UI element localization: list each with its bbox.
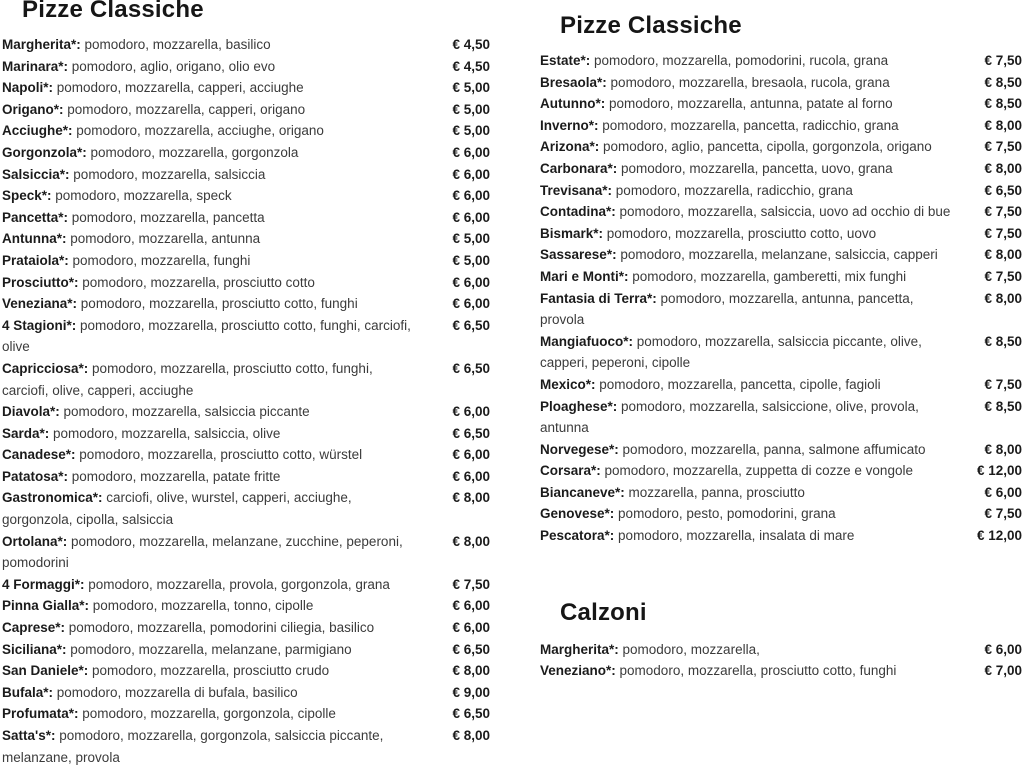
- item-text: [2, 358, 432, 401]
- item-description: pomodoro, mozzarella, pomodorini, rucola, grana: [590, 53, 889, 68]
- item-text: [540, 158, 964, 180]
- item-name: Satta's*:: [2, 728, 56, 743]
- item-name: Norvegese*:: [540, 441, 619, 457]
- item-price: € 8,00: [452, 490, 490, 506]
- item-text: [540, 50, 964, 72]
- item-name: Inverno*:: [540, 117, 599, 133]
- item-price: € 6,00: [452, 447, 490, 463]
- item-description: pomodoro, mozzarella, salsiccia: [69, 166, 266, 182]
- item-price: € 6,00: [452, 209, 490, 225]
- menu-item: [540, 93, 1022, 115]
- item-text: [2, 34, 432, 56]
- item-text: [2, 272, 432, 294]
- item-text: [2, 315, 432, 358]
- menu-item: [540, 288, 1022, 331]
- item-price: € 5,00: [452, 123, 490, 139]
- item-price: € 5,00: [452, 80, 490, 96]
- menu-item: [540, 136, 1022, 158]
- item-price: € 8,00: [984, 290, 1022, 306]
- item-price: € 7,50: [984, 139, 1022, 155]
- item-price: € 7,50: [984, 376, 1022, 392]
- item-description: pomodoro, mozzarella, prosciutto cotto, uovo: [603, 225, 877, 241]
- menu-item: [540, 374, 1022, 396]
- item-price: € 8,50: [984, 398, 1022, 414]
- item-description: pomodoro, mozzarella, insalata di mare: [614, 528, 855, 544]
- item-text: [2, 660, 432, 682]
- item-name: Antunna*:: [2, 231, 67, 247]
- item-price: € 8,00: [452, 533, 490, 549]
- menu-item: [540, 72, 1022, 94]
- item-price: € 6,00: [452, 166, 490, 182]
- item-name: Siciliana*:: [2, 641, 67, 657]
- menu-item: [2, 466, 490, 488]
- item-description: pomodoro, mozzarella, prosciutto cotto, funghi, carciofi, olive: [2, 317, 411, 355]
- item-name: Arizona*:: [540, 139, 600, 155]
- item-text: [540, 93, 964, 115]
- menu-item: [540, 115, 1022, 137]
- item-description: pomodoro, mozzarella,: [618, 641, 760, 657]
- menu-item: [2, 207, 490, 229]
- menu-item: [2, 660, 490, 682]
- item-name: Biancaneve*:: [540, 484, 625, 500]
- item-text: [2, 682, 432, 704]
- menu-items-pizze-classiche-left: [2, 34, 490, 768]
- item-description: pomodoro, mozzarella, antunna, pancetta, provola: [540, 290, 914, 328]
- item-name: Prosciutto*:: [2, 274, 79, 290]
- item-name: Gorgonzola*:: [2, 144, 87, 160]
- item-price: € 9,00: [452, 684, 490, 700]
- menu-item: [2, 56, 490, 78]
- menu-item: [2, 725, 490, 768]
- item-price: € 6,00: [984, 484, 1022, 500]
- item-text: [540, 460, 964, 482]
- menu-item: [2, 272, 490, 294]
- item-text: [2, 56, 432, 78]
- item-description: pomodoro, mozzarella, prosciutto cotto: [78, 274, 315, 290]
- menu-item: [540, 50, 1022, 72]
- item-name: Mexico*:: [540, 376, 596, 392]
- menu-item: [2, 99, 490, 121]
- menu-item: [540, 525, 1022, 547]
- item-name: Pescatora*:: [540, 528, 615, 544]
- item-name: Trevisana*:: [540, 182, 613, 198]
- menu-item: [540, 660, 1022, 682]
- item-description: pomodoro, mozzarella, acciughe, origano: [72, 123, 324, 139]
- menu-item: [2, 574, 490, 596]
- menu-items-calzoni: [540, 639, 1022, 682]
- item-price: € 8,50: [984, 333, 1022, 349]
- item-name: Veneziano*:: [540, 663, 616, 679]
- menu-column-right: [540, 0, 1022, 682]
- item-name: Canadese*:: [2, 447, 76, 463]
- item-description: pomodoro, mozzarella, prosciutto crudo: [88, 663, 330, 679]
- item-price: € 6,00: [452, 188, 490, 204]
- item-price: € 7,50: [984, 53, 1022, 68]
- menu-item: [540, 396, 1022, 439]
- menu-item: [540, 460, 1022, 482]
- menu-item: [2, 120, 490, 142]
- item-price: € 6,50: [452, 706, 490, 722]
- item-price: € 6,50: [452, 360, 490, 376]
- item-text: [2, 228, 432, 250]
- item-text: [2, 466, 432, 488]
- item-name: Profumata*:: [2, 706, 79, 722]
- item-description: pomodoro, mozzarella, prosciutto cotto, würstel: [75, 447, 363, 463]
- item-name: Capricciosa*:: [2, 360, 89, 376]
- item-description: pomodoro, mozzarella, melanzane, salsiccia, capperi: [616, 247, 938, 263]
- item-price: € 7,50: [984, 225, 1022, 241]
- item-description: pomodoro, mozzarella, pancetta, cipolle, fagioli: [595, 376, 881, 392]
- item-name: Bufala*:: [2, 684, 54, 700]
- item-text: [2, 639, 432, 661]
- item-description: pomodoro, mozzarella, provola, gorgonzola, grana: [84, 576, 390, 592]
- menu-item: [2, 617, 490, 639]
- item-price: € 7,50: [984, 268, 1022, 284]
- menu-item: [2, 228, 490, 250]
- item-price: € 6,50: [452, 425, 490, 441]
- item-description: pomodoro, mozzarella, gamberetti, mix funghi: [628, 268, 907, 284]
- item-text: [540, 374, 964, 396]
- item-text: [540, 660, 964, 682]
- menu-column-left: [2, 0, 490, 768]
- menu-item: [2, 423, 490, 445]
- item-name: Mari e Monti*:: [540, 268, 629, 284]
- item-name: Carbonara*:: [540, 160, 618, 176]
- item-price: € 8,50: [984, 74, 1022, 90]
- item-text: [540, 266, 964, 288]
- item-description: pomodoro, mozzarella, gorgonzola: [86, 144, 299, 160]
- item-text: [540, 288, 964, 331]
- item-description: carciofi, olive, wurstel, capperi, acciughe, gorgonzola, cipolla, salsiccia: [2, 490, 352, 528]
- item-name: Bismark*:: [540, 225, 604, 241]
- item-text: [2, 120, 432, 142]
- item-name: Ortolana*:: [2, 533, 68, 549]
- item-price: € 6,50: [452, 317, 490, 333]
- menu-item: [2, 315, 490, 358]
- item-price: € 8,00: [984, 247, 1022, 263]
- item-name: Estate*:: [540, 53, 591, 68]
- item-price: € 5,00: [452, 252, 490, 268]
- item-description: mozzarella, panna, prosciutto: [624, 484, 805, 500]
- item-text: [540, 482, 964, 504]
- item-description: pomodoro, mozzarella, patate fritte: [68, 468, 281, 484]
- item-description: pomodoro, mozzarella, antunna: [66, 231, 261, 247]
- section-title-calzoni: Calzoni: [560, 598, 647, 626]
- menu-item: [2, 401, 490, 423]
- item-price: € 5,00: [452, 101, 490, 117]
- item-price: € 6,00: [452, 468, 490, 484]
- item-description: pomodoro, mozzarella, gorgonzola, cipolle: [78, 706, 336, 722]
- item-name: Prataiola*:: [2, 252, 69, 268]
- item-name: Veneziana*:: [2, 296, 78, 312]
- item-name: San Daniele*:: [2, 663, 89, 679]
- item-description: pomodoro, mozzarella, capperi, acciughe: [53, 80, 304, 96]
- item-description: pomodoro, aglio, origano, olio evo: [68, 58, 276, 74]
- item-text: [540, 639, 964, 661]
- item-description: pomodoro, mozzarella, capperi, origano: [63, 101, 306, 117]
- item-price: € 6,00: [452, 144, 490, 160]
- item-text: [2, 164, 432, 186]
- item-description: pomodoro, mozzarella, speck: [51, 188, 232, 204]
- item-description: pomodoro, mozzarella, prosciutto cotto, funghi, carciofi, olive, capperi, acciughe: [2, 360, 373, 398]
- item-price: € 8,00: [984, 117, 1022, 133]
- menu-item: [2, 487, 490, 530]
- item-text: [2, 77, 432, 99]
- item-name: Margherita*:: [2, 37, 81, 52]
- item-price: € 6,50: [984, 182, 1022, 198]
- menu-item: [540, 244, 1022, 266]
- item-description: pomodoro, mozzarella, melanzane, zucchine, peperoni, pomodorini: [2, 533, 403, 571]
- item-text: [540, 244, 964, 266]
- item-price: € 8,00: [452, 728, 490, 743]
- item-price: € 6,00: [452, 620, 490, 636]
- item-description: pomodoro, mozzarella, pancetta: [68, 209, 265, 225]
- menu-item: [2, 164, 490, 186]
- item-description: pomodoro, pesto, pomodorini, grana: [614, 506, 836, 522]
- item-description: pomodoro, mozzarella, zuppetta di cozze e vongole: [600, 463, 913, 479]
- item-price: € 4,50: [452, 37, 490, 52]
- item-name: Origano*:: [2, 101, 64, 117]
- item-price: € 7,50: [984, 506, 1022, 522]
- item-name: Acciughe*:: [2, 123, 73, 139]
- item-name: Pinna Gialla*:: [2, 598, 90, 614]
- item-description: pomodoro, mozzarella, tonno, cipolle: [89, 598, 314, 614]
- item-description: pomodoro, mozzarella, melanzane, parmigiano: [66, 641, 352, 657]
- item-price: € 7,50: [984, 204, 1022, 220]
- item-description: pomodoro, mozzarella di bufala, basilico: [53, 684, 298, 700]
- item-price: € 6,00: [452, 274, 490, 290]
- menu-item: [2, 531, 490, 574]
- item-text: [540, 503, 964, 525]
- item-name: Pancetta*:: [2, 209, 69, 225]
- item-price: € 8,00: [984, 441, 1022, 457]
- item-name: Napoli*:: [2, 80, 54, 96]
- item-text: [540, 525, 964, 547]
- menu-item: [2, 185, 490, 207]
- menu-item: [540, 158, 1022, 180]
- item-description: pomodoro, mozzarella, gorgonzola, salsiccia piccante, melanzane, provola: [2, 728, 384, 765]
- item-price: € 6,00: [452, 296, 490, 312]
- item-description: pomodoro, mozzarella, pomodorini ciliegia, basilico: [65, 620, 375, 636]
- item-text: [540, 396, 964, 439]
- item-text: [540, 331, 964, 374]
- item-description: pomodoro, mozzarella, antunna, patate al forno: [605, 96, 893, 112]
- menu-item: [2, 444, 490, 466]
- item-description: pomodoro, mozzarella, salsiccia piccante, olive, capperi, peperoni, cipolle: [540, 333, 922, 371]
- item-name: Gastronomica*:: [2, 490, 103, 506]
- menu-items-pizze-classiche-right: [540, 50, 1022, 547]
- menu-item: [2, 142, 490, 164]
- item-text: [2, 531, 432, 574]
- menu-item: [540, 439, 1022, 461]
- menu-item: [540, 201, 1022, 223]
- item-text: [2, 487, 432, 530]
- item-name: Ploaghese*:: [540, 398, 618, 414]
- item-name: Contadina*:: [540, 204, 616, 220]
- item-text: [2, 617, 432, 639]
- item-text: [2, 574, 432, 596]
- item-text: [540, 223, 964, 245]
- menu-item: [2, 682, 490, 704]
- item-name: Caprese*:: [2, 620, 66, 636]
- item-price: € 8,00: [452, 663, 490, 679]
- menu-item: [2, 595, 490, 617]
- item-text: [540, 115, 964, 137]
- item-price: € 12,00: [976, 528, 1022, 544]
- item-name: Corsara*:: [540, 463, 601, 479]
- item-name: Fantasia di Terra*:: [540, 290, 657, 306]
- item-name: Autunno*:: [540, 96, 606, 112]
- item-description: pomodoro, mozzarella, pancetta, radicchio, grana: [598, 117, 899, 133]
- item-description: pomodoro, mozzarella, salsiccione, olive, provola, antunna: [540, 398, 919, 436]
- item-text: [2, 423, 432, 445]
- item-name: Diavola*:: [2, 404, 60, 420]
- item-price: € 4,50: [452, 58, 490, 74]
- item-name: Margherita*:: [540, 641, 619, 657]
- item-description: pomodoro, mozzarella, prosciutto cotto, funghi: [615, 663, 897, 679]
- item-description: pomodoro, mozzarella, salsiccia, uovo ad occhio di bue: [615, 204, 951, 220]
- item-price: € 12,00: [976, 463, 1022, 479]
- menu-item: [2, 250, 490, 272]
- item-description: pomodoro, mozzarella, panna, salmone affumicato: [618, 441, 926, 457]
- item-name: 4 Stagioni*:: [2, 317, 77, 333]
- menu-item: [2, 293, 490, 315]
- item-text: [540, 136, 964, 158]
- menu-item: [540, 180, 1022, 202]
- item-text: [540, 180, 964, 202]
- item-name: Bresaola*:: [540, 74, 607, 90]
- item-description: pomodoro, aglio, pancetta, cipolla, gorgonzola, origano: [599, 139, 932, 155]
- item-price: € 8,00: [984, 160, 1022, 176]
- item-price: € 5,00: [452, 231, 490, 247]
- item-text: [540, 439, 964, 461]
- menu-item: [540, 266, 1022, 288]
- item-name: Marinara*:: [2, 58, 69, 74]
- item-description: pomodoro, mozzarella, bresaola, rucola, grana: [606, 74, 890, 90]
- menu-item: [2, 77, 490, 99]
- item-price: € 7,50: [452, 576, 490, 592]
- item-description: pomodoro, mozzarella, salsiccia piccante: [59, 404, 310, 420]
- item-price: € 7,00: [984, 663, 1022, 679]
- item-description: pomodoro, mozzarella, prosciutto cotto, funghi: [77, 296, 358, 312]
- item-name: Genovese*:: [540, 506, 615, 522]
- section-title-pizze-classiche-left: Pizze Classiche: [22, 0, 204, 23]
- menu-item: [2, 358, 490, 401]
- item-name: Sarda*:: [2, 425, 50, 441]
- item-price: € 6,00: [452, 404, 490, 420]
- item-text: [2, 725, 432, 768]
- menu-item: [540, 639, 1022, 661]
- item-description: pomodoro, mozzarella, funghi: [68, 252, 251, 268]
- item-name: Sassarese*:: [540, 247, 617, 263]
- item-text: [2, 595, 432, 617]
- menu-item: [2, 639, 490, 661]
- item-name: Mangiafuoco*:: [540, 333, 633, 349]
- item-name: Speck*:: [2, 188, 52, 204]
- item-price: € 6,50: [452, 641, 490, 657]
- item-description: pomodoro, mozzarella, basilico: [80, 37, 271, 52]
- item-text: [2, 142, 432, 164]
- item-price: € 8,50: [984, 96, 1022, 112]
- menu-item: [540, 503, 1022, 525]
- item-text: [540, 72, 964, 94]
- item-name: 4 Formaggi*:: [2, 576, 85, 592]
- item-text: [2, 185, 432, 207]
- item-price: € 6,00: [984, 641, 1022, 657]
- item-text: [2, 99, 432, 121]
- menu-item: [540, 482, 1022, 504]
- item-text: [2, 250, 432, 272]
- item-text: [2, 207, 432, 229]
- item-text: [2, 401, 432, 423]
- item-name: Patatosa*:: [2, 468, 69, 484]
- item-text: [2, 444, 432, 466]
- item-price: € 6,00: [452, 598, 490, 614]
- item-text: [2, 293, 432, 315]
- menu-item: [540, 331, 1022, 374]
- item-description: pomodoro, mozzarella, salsiccia, olive: [49, 425, 281, 441]
- menu-item: [540, 223, 1022, 245]
- item-description: pomodoro, mozzarella, radicchio, grana: [612, 182, 853, 198]
- section-title-pizze-classiche-right: Pizze Classiche: [560, 12, 742, 39]
- item-text: [540, 201, 964, 223]
- item-description: pomodoro, mozzarella, pancetta, uovo, grana: [617, 160, 893, 176]
- menu-item: [2, 34, 490, 56]
- item-name: Salsiccia*:: [2, 166, 70, 182]
